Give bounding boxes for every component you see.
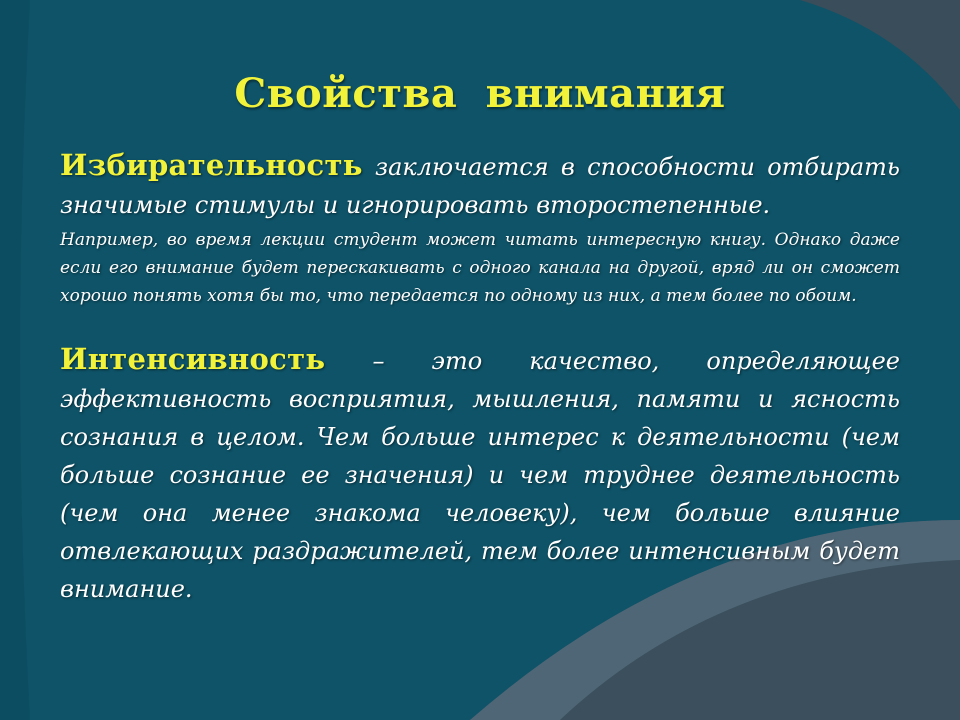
- slide-title: Свойства внимания: [234, 70, 726, 117]
- slide-content: [60, 146, 900, 608]
- selectivity-example: Например, во время лекции студент может читать интересную книгу. Однако даже если его внимание будет перескакивать с одного канала на другой, вряд ли он сможет хорошо понять хотя бы то, что передается по одному из них, а тем более по обоим.: [60, 230, 900, 306]
- selectivity-paragraph: [60, 146, 900, 224]
- selectivity-term: Избирательность: [60, 148, 363, 182]
- intensity-paragraph: [60, 340, 900, 608]
- selectivity-definition: заключается в способности отбирать значимые стимулы и игнорировать второстепенные.: [60, 153, 900, 219]
- intensity-term: Интенсивность: [60, 342, 326, 376]
- spacer: [60, 310, 900, 340]
- intensity-definition: – это качество, определяющее эффективность восприятия, мышления, памяти и ясность сознания в целом. Чем больше интерес к деятельности (чем больше сознание ее значения) и чем труднее деятельность (чем она менее знакома человеку), чем больше влияние отвлекающих раздражителей, тем более интенсивным будет внимание.: [60, 347, 900, 603]
